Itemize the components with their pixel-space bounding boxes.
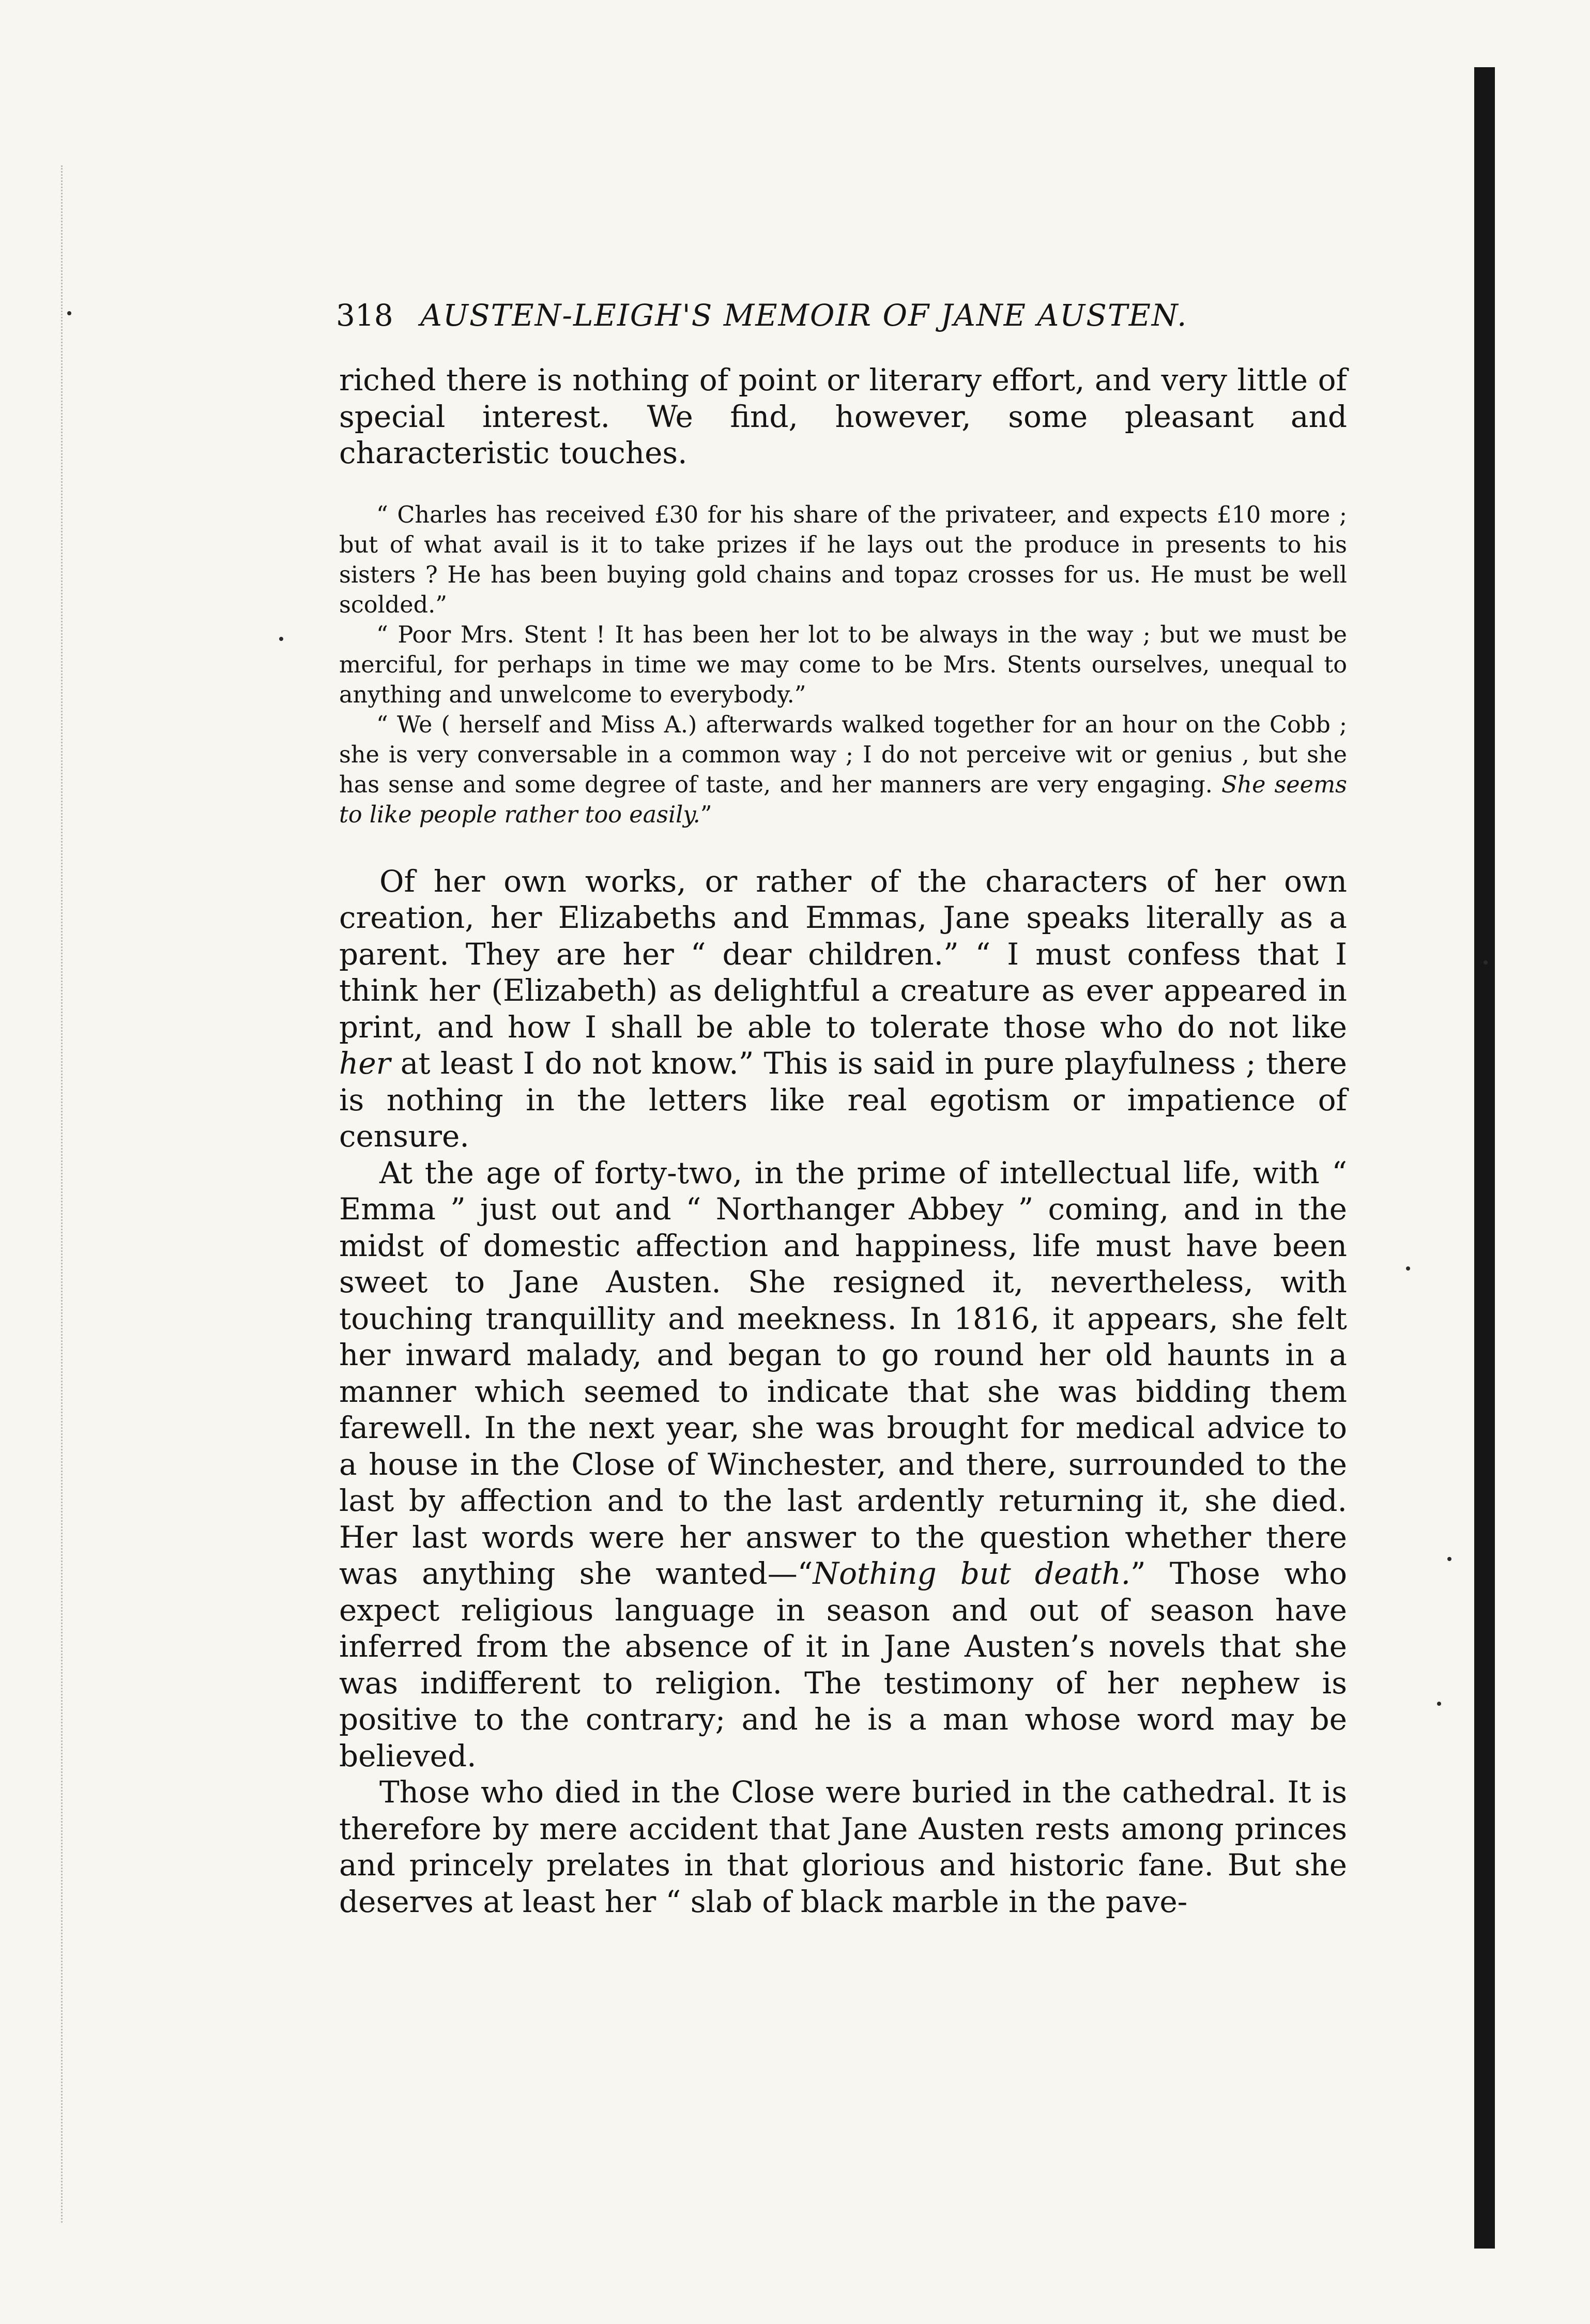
gutter-marks — [61, 165, 78, 2223]
paragraph-age — [339, 1155, 1347, 1775]
paragraph-works-text-end: at least I do not know.” This is said in pure playfulness ; there is nothing in the letters like real egotism or impatience of censure. — [339, 1046, 1348, 1154]
paragraph-age-text-end: ” Those who expect religious language in season and out of season have inferred from the absence of it in Jane Austen’s novels that she was indifferent to religion. The testimony of her nephew is positive to the contrary; and he is a man whose word may be believed. — [339, 1556, 1347, 1773]
speck — [67, 311, 71, 315]
paragraph-age-text: At the age of forty-two, in the prime of intellectual life, with “ Emma ” just out and “ Northanger Abbey ” coming, and in the midst of domestic affection and happiness, life must have been sweet to Jane Austen. She resigned it, nevertheless, with touching tranquillity and meekness. In 1816, it appears, she felt her inward malady, and began to go round her old haunts in a manner which seemed to indicate that she was bidding them farewell. In the next year, she was brought for medical advice to a house in the Close of Winchester, and there, surrounded to the last by affection and to the last ardently returning it, she died. Her last words were her answer to the question whether there was anything she wanted—“ — [339, 1155, 1347, 1591]
speck — [1447, 1557, 1451, 1561]
body-text — [339, 362, 1347, 1920]
running-title: AUSTEN-LEIGH'S MEMOIR OF JANE AUSTEN. — [420, 298, 1188, 333]
quote-charles: “ Charles has received £30 for his share of the privateer, and expects £10 more ; but of what avail is it to take prizes if he lays out the produce in presents to his sisters ? He has been buying gold chains and topaz crosses for us. He must be well scolded.” — [339, 501, 1347, 618]
speck — [1437, 1702, 1441, 1706]
speck — [1406, 1266, 1410, 1271]
page-number: 318 — [336, 298, 393, 333]
speck — [1484, 960, 1488, 965]
paragraph-works — [339, 863, 1347, 1155]
paragraph-close: Those who died in the Close were buried in the cathedral. It is therefore by mere accident that Jane Austen rests among princes and princely prelates in that glorious and historic fane. But she deserves at least her “ slab of black marble in the pave- — [339, 1775, 1347, 1919]
quote-cobb-text: “ We ( herself and Miss A.) afterwards walked together for an hour on the Cobb ; she is very conversable in a common way ; I do not perceive wit or genius , but she has sense and some degree of taste, and her manners are very engaging. — [339, 711, 1347, 798]
speck — [279, 637, 283, 641]
quote-stent: “ Poor Mrs. Stent ! It has been her lot to be always in the way ; but we must be merciful, for perhaps in time we may come to be Mrs. Stents ourselves, unequal to anything and unwelcome to everybody.” — [339, 621, 1347, 708]
quote-cobb-italic: She seems to like people rather too easily. — [339, 771, 1347, 828]
page-header — [336, 292, 1349, 339]
binding-shadow — [1474, 67, 1495, 2249]
quote-cobb-close: ” — [700, 801, 712, 828]
paragraph-works-italic: her — [339, 1046, 391, 1081]
paragraph-age-italic: Nothing but death. — [813, 1556, 1131, 1591]
quote-cobb — [339, 710, 1347, 830]
paragraph-intro: riched there is nothing of point or literary effort, and very little of special interest. We find, however, some pleasant and characteristic touches. — [339, 362, 1347, 470]
paragraph-works-text: Of her own works, or rather of the characters of her own creation, her Elizabeths and Emmas, Jane speaks literally as a parent. They are her “ dear children.” “ I must confess that I think her (Elizabeth) as delightful a creature as ever appeared in print, and how I shall be able to tolerate those who do not like — [339, 863, 1347, 1045]
letter-quotes — [339, 500, 1347, 830]
